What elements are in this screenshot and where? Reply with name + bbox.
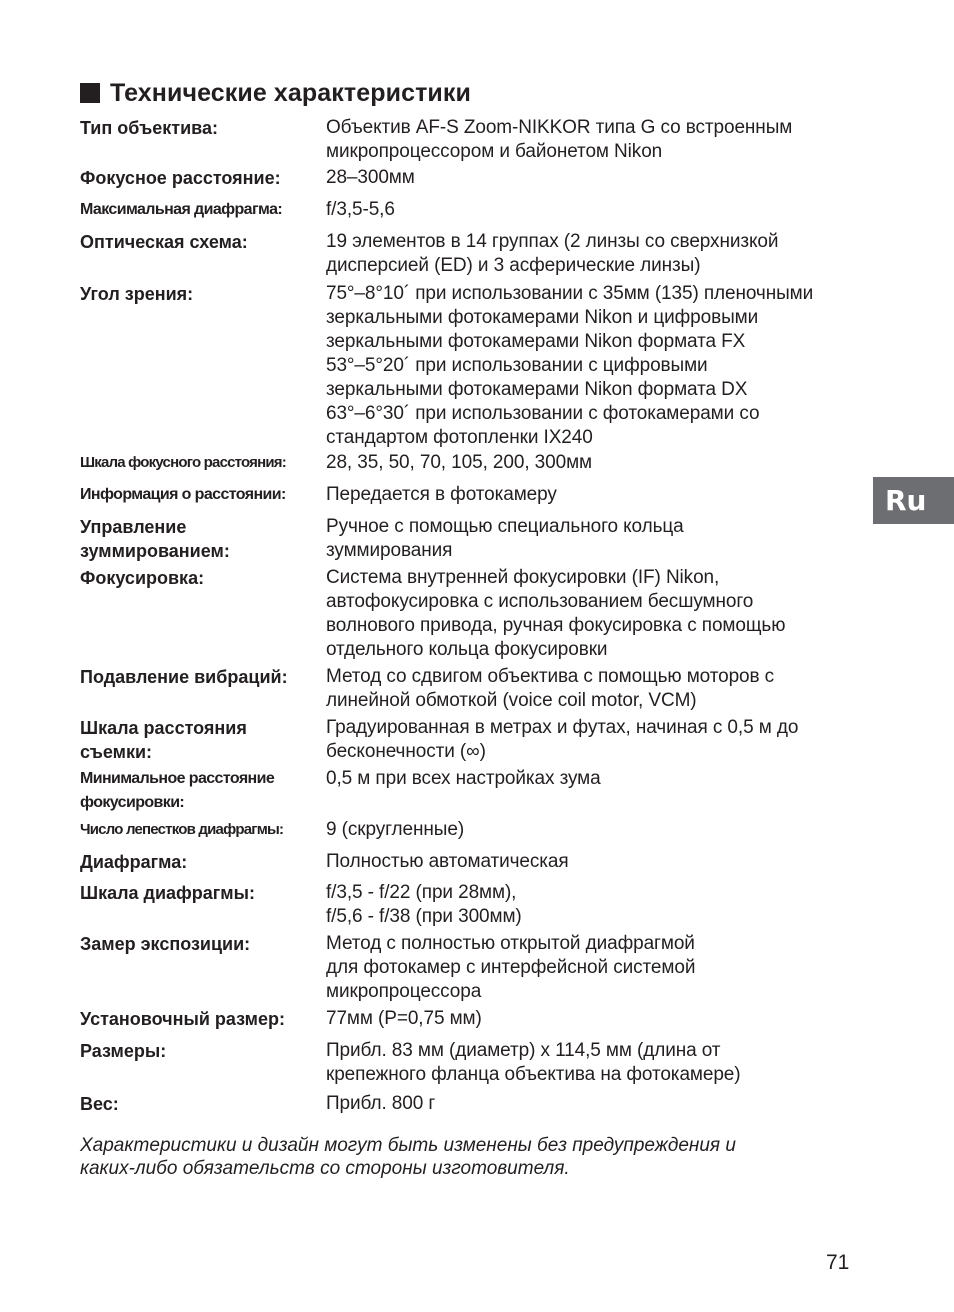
spec-label: Управление зуммированием: xyxy=(80,517,230,561)
spec-label: Информация о расстоянии: xyxy=(80,486,286,503)
page-number: 71 xyxy=(826,1251,850,1274)
page-title xyxy=(80,78,471,108)
spec-label: Минимальное расстояние фокусировки: xyxy=(80,770,275,811)
spec-value: Метод с полностью открытой диафрагмой для фотокамер с интерфейсной системой микропроцессора xyxy=(326,933,696,1002)
spec-value: Объектив AF-S Zoom-NIKKOR типа G со встроенным микропроцессором и байонетом Nikon xyxy=(326,117,793,162)
spec-label: Число лепестков диафрагмы: xyxy=(80,821,284,838)
square-bullet-icon xyxy=(80,83,100,103)
spec-label: Диафрагма: xyxy=(80,852,188,872)
spec-label: Шкала диафрагмы: xyxy=(80,883,255,903)
spec-value: 9 (скругленные) xyxy=(326,819,465,840)
spec-value: 77мм (P=0,75 мм) xyxy=(326,1008,482,1029)
spec-value: 28–300мм xyxy=(326,167,415,188)
language-tab: Ru xyxy=(873,477,954,524)
spec-label: Тип объектива: xyxy=(80,118,218,138)
spec-value: Полностью автоматическая xyxy=(326,851,569,872)
spec-label: Подавление вибраций: xyxy=(80,667,288,687)
spec-label: Оптическая схема: xyxy=(80,232,248,252)
spec-label: Установочный размер: xyxy=(80,1009,285,1029)
spec-value: Ручное с помощью специального кольца зуммирования xyxy=(326,516,684,561)
spec-label: Размеры: xyxy=(80,1041,167,1061)
spec-label: Шкала расстояния съемки: xyxy=(80,718,247,762)
spec-value: f/3,5 - f/22 (при 28мм), f/5,6 - f/38 (при 300мм) xyxy=(326,882,522,927)
spec-label: Фокусное расстояние: xyxy=(80,168,281,188)
page-title-text: Технические характеристики xyxy=(110,79,471,107)
spec-value: 19 элементов в 14 группах (2 линзы со сверхнизкой дисперсией (ED) и 3 асферические линзы) xyxy=(326,231,779,276)
spec-value: 75°–8°10´ при использовании с 35мм (135) пленочными зеркальными фотокамерами Nikon и цифровыми зеркальными фотокамерами Nikon формата FX 53°–5°20´ при использовании с цифровыми зеркальными фотокамерами Nikon формата DX 63°–6°30´ при использовании с фотокамерами со стандартом фотопленки IX240 xyxy=(326,283,814,448)
spec-label: Угол зрения: xyxy=(80,284,194,304)
spec-label: Шкала фокусного расстояния: xyxy=(80,454,286,471)
spec-label: Замер экспозиции: xyxy=(80,934,251,954)
spec-value: Передается в фотокамеру xyxy=(326,484,557,505)
spec-value: Система внутренней фокусировки (IF) Nikon, автофокусировка с использованием бесшумного волнового привода, ручная фокусировка с помощью отдельного кольца фокусировки xyxy=(326,567,786,660)
spec-value: 28, 35, 50, 70, 105, 200, 300мм xyxy=(326,452,593,473)
disclaimer-note: Характеристики и дизайн могут быть изменены без предупреждения и каких-либо обязательств со стороны изготовителя. xyxy=(80,1135,736,1179)
spec-value: Градуированная в метрах и футах, начиная с 0,5 м до бесконечности (∞) xyxy=(326,717,799,762)
spec-value: Прибл. 83 мм (диаметр) x 114,5 мм (длина от крепежного фланца объектива на фотокамере) xyxy=(326,1040,741,1085)
spec-value: Прибл. 800 г xyxy=(326,1093,436,1114)
spec-label: Фокусировка: xyxy=(80,568,205,588)
spec-label: Максимальная диафрагма: xyxy=(80,201,283,218)
spec-value: f/3,5-5,6 xyxy=(326,199,395,220)
spec-value: 0,5 м при всех настройках зума xyxy=(326,768,601,789)
spec-value: Метод со сдвигом объектива с помощью моторов с линейной обмоткой (voice coil motor, VCM) xyxy=(326,666,775,711)
spec-label: Вес: xyxy=(80,1094,119,1114)
